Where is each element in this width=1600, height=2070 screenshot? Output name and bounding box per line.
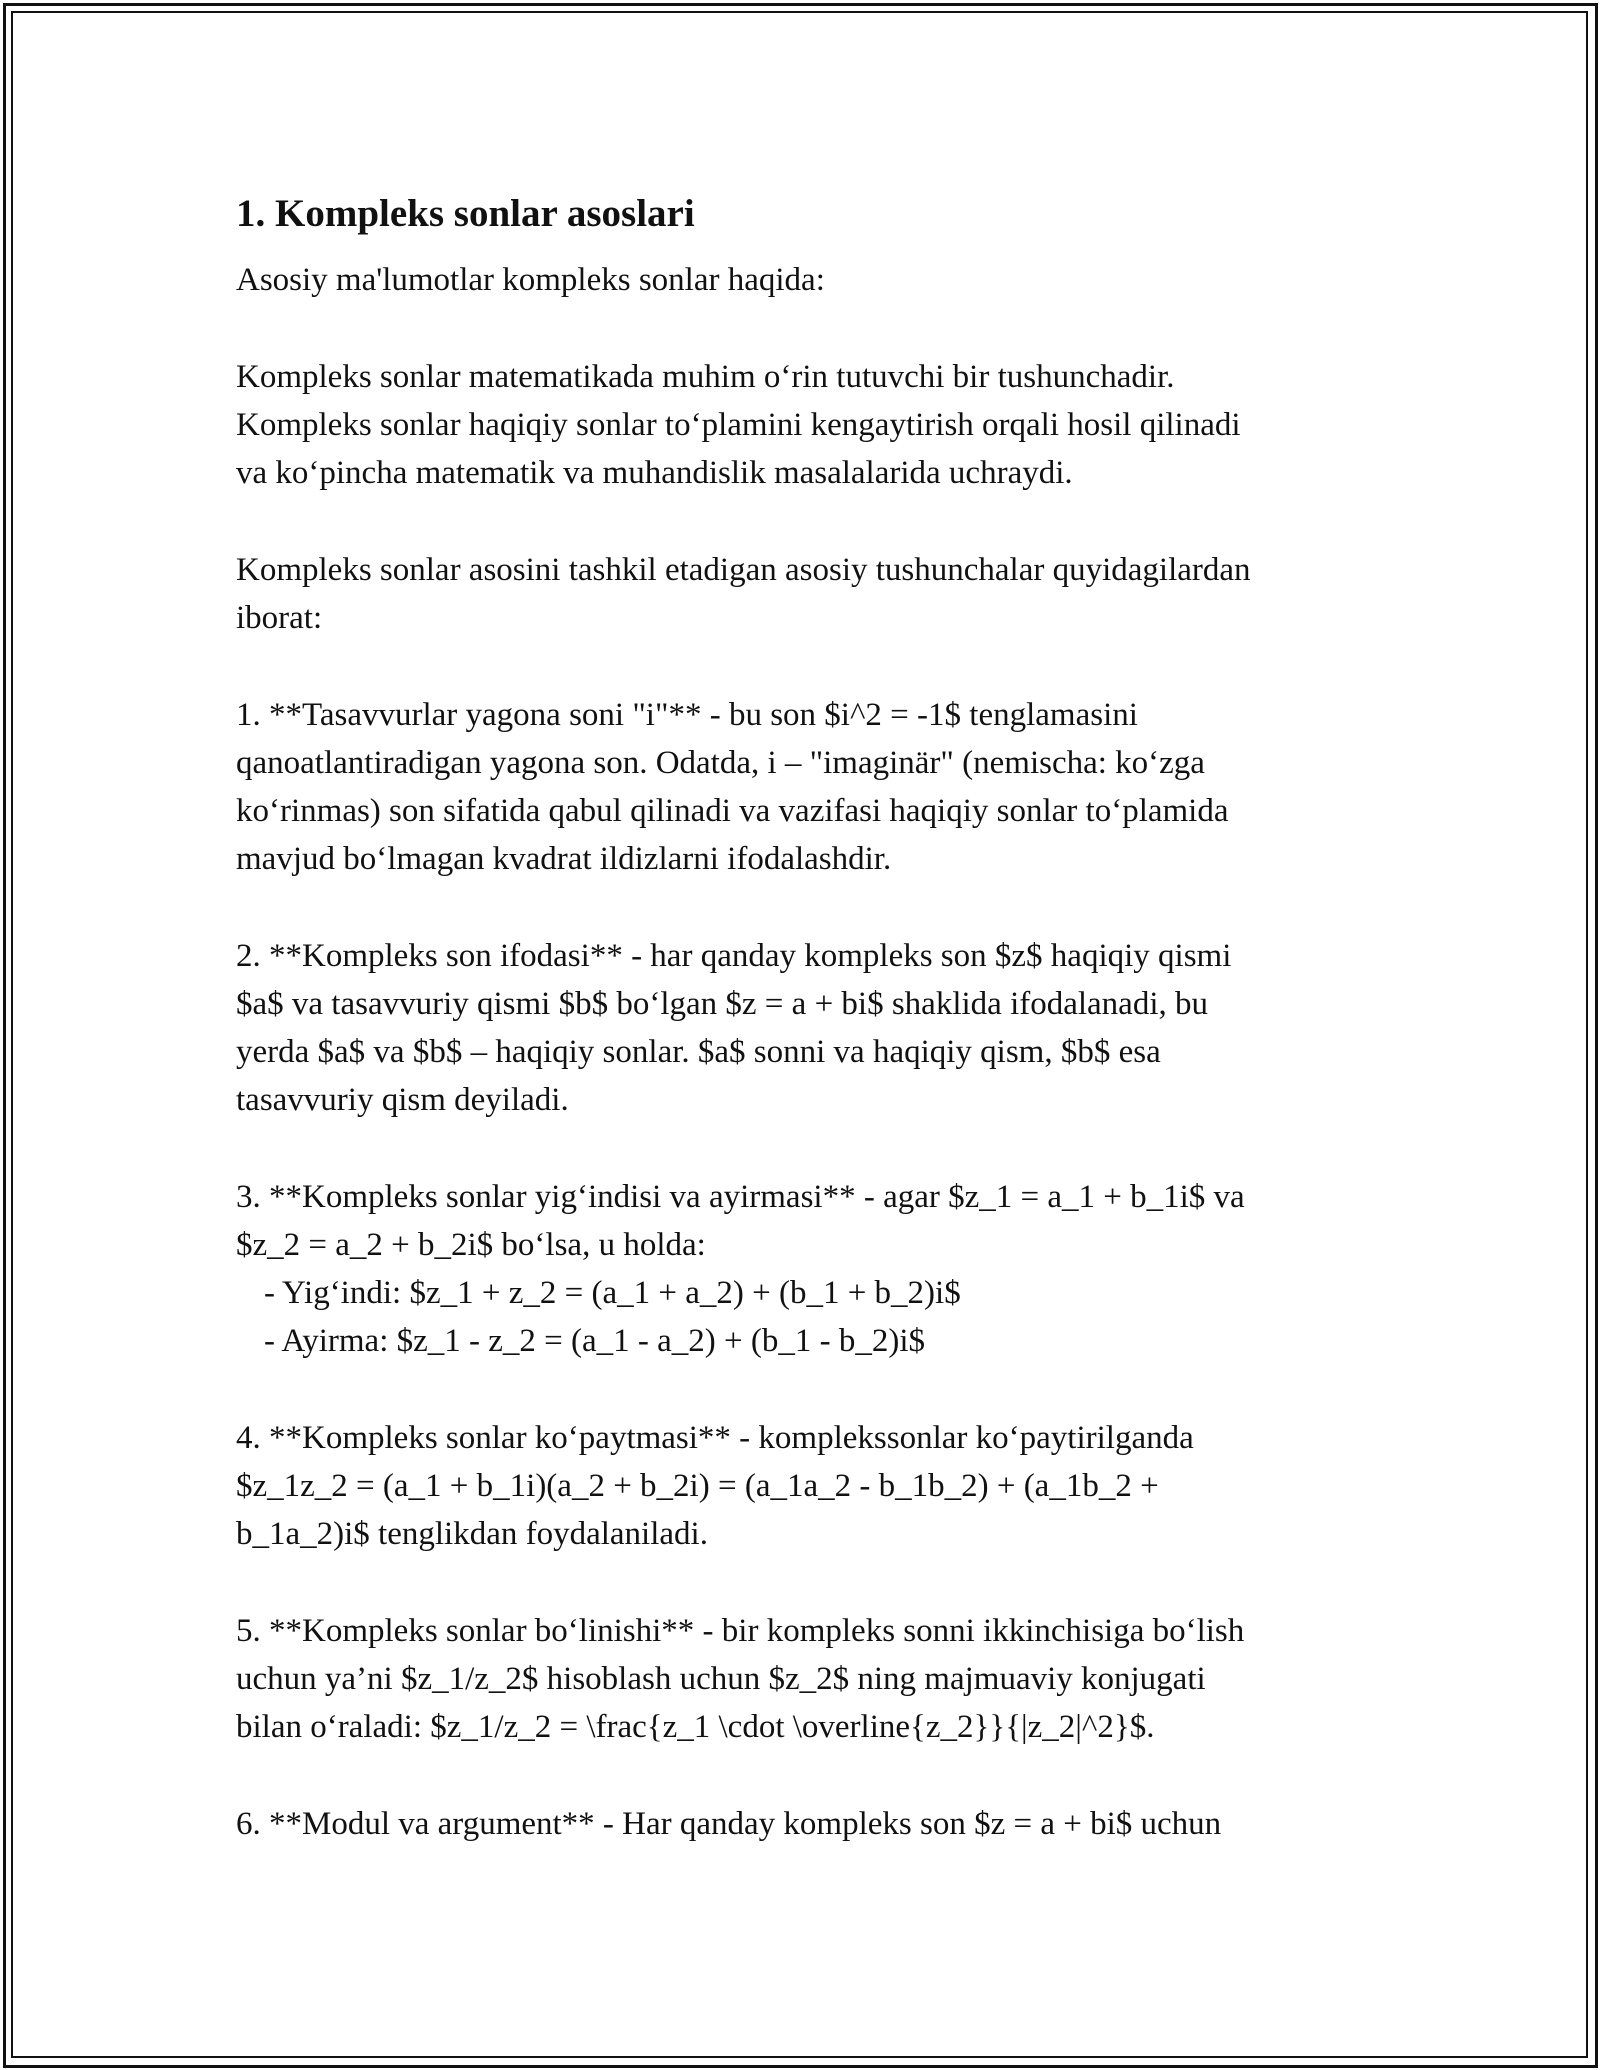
list-item-complex-form — [236, 932, 1386, 1124]
text-line: $z_1z_2 = (a_1 + b_1i)(a_2 + b_2i) = (a_1a_2 - b_1b_2) + (a_1b_2 + — [236, 1468, 1159, 1504]
text-line: 3. **Kompleks sonlar yig‘indisi va ayirmasi** - agar $z_1 = a_1 + b_1i$ va — [236, 1179, 1245, 1215]
document-body — [236, 188, 1386, 1848]
paragraph-concepts-intro — [236, 546, 1386, 642]
text-line: va ko‘pincha matematik va muhandislik masalalarida uchraydi. — [236, 455, 1073, 491]
text-line: 4. **Kompleks sonlar ko‘paytmasi** - komplekssonlar ko‘paytirilganda — [236, 1420, 1194, 1456]
text-line: qanoatlantiradigan yagona son. Odatda, i – "imaginär" (nemischa: ko‘zga — [236, 745, 1205, 781]
list-item-imaginary-unit — [236, 691, 1386, 883]
document-title: 1. Kompleks sonlar asoslari — [236, 192, 695, 235]
text-line: Kompleks sonlar matematikada muhim o‘rin tutuvchi bir tushunchadir. — [236, 359, 1175, 395]
text-line: bilan o‘raladi: $z_1/z_2 = \frac{z_1 \cdot \overline{z_2}}{|z_2|^2}$. — [236, 1709, 1155, 1745]
sub-item-difference: - Ayirma: $z_1 - z_2 = (a_1 - a_2) + (b_1 - b_2)i$ — [264, 1323, 926, 1359]
text-line: Kompleks sonlar haqiqiy sonlar to‘plamini kengaytirish orqali hosil qilinadi — [236, 407, 1241, 443]
text-line: $a$ va tasavvuriy qismi $b$ bo‘lgan $z = a + bi$ shaklida ifodalanadi, bu — [236, 986, 1209, 1022]
list-item-sum-difference — [236, 1173, 1386, 1365]
text-line: 1. **Tasavvurlar yagona soni "i"** - bu son $i^2 = -1$ tenglamasini — [236, 697, 1138, 733]
text-line: 2. **Kompleks son ifodasi** - har qanday kompleks son $z$ haqiqiy qismi — [236, 938, 1232, 974]
text-line: iborat: — [236, 600, 323, 636]
text-line: $z_2 = a_2 + b_2i$ bo‘lsa, u holda: — [236, 1227, 706, 1263]
list-item-product — [236, 1414, 1386, 1558]
intro-line: Asosiy ma'lumotlar kompleks sonlar haqida: — [236, 262, 825, 298]
text-line: 5. **Kompleks sonlar bo‘linishi** - bir kompleks sonni ikkinchisiga bo‘lish — [236, 1613, 1245, 1649]
list-item-division — [236, 1607, 1386, 1751]
text-line: tasavvuriy qism deyiladi. — [236, 1082, 569, 1118]
sub-item-sum: - Yig‘indi: $z_1 + z_2 = (a_1 + a_2) + (b_1 + b_2)i$ — [264, 1275, 961, 1311]
text-line: b_1a_2)i$ tenglikdan foydalaniladi. — [236, 1516, 708, 1552]
text-line: yerda $a$ va $b$ – haqiqiy sonlar. $a$ sonni va haqiqiy qism, $b$ esa — [236, 1034, 1161, 1070]
text-line: mavjud bo‘lmagan kvadrat ildizlarni ifodalashdir. — [236, 841, 892, 877]
text-line: 6. **Modul va argument** - Har qanday kompleks son $z = a + bi$ uchun — [236, 1806, 1222, 1842]
paragraph-definition — [236, 353, 1386, 497]
text-line: ko‘rinmas) son sifatida qabul qilinadi va vazifasi haqiqiy sonlar to‘plamida — [236, 793, 1229, 829]
text-line: uchun ya’ni $z_1/z_2$ hisoblash uchun $z_2$ ning majmuaviy konjugati — [236, 1661, 1206, 1697]
text-line: Kompleks sonlar asosini tashkil etadigan asosiy tushunchalar quyidagilardan — [236, 552, 1251, 588]
list-item-modulus-argument — [236, 1800, 1386, 1848]
